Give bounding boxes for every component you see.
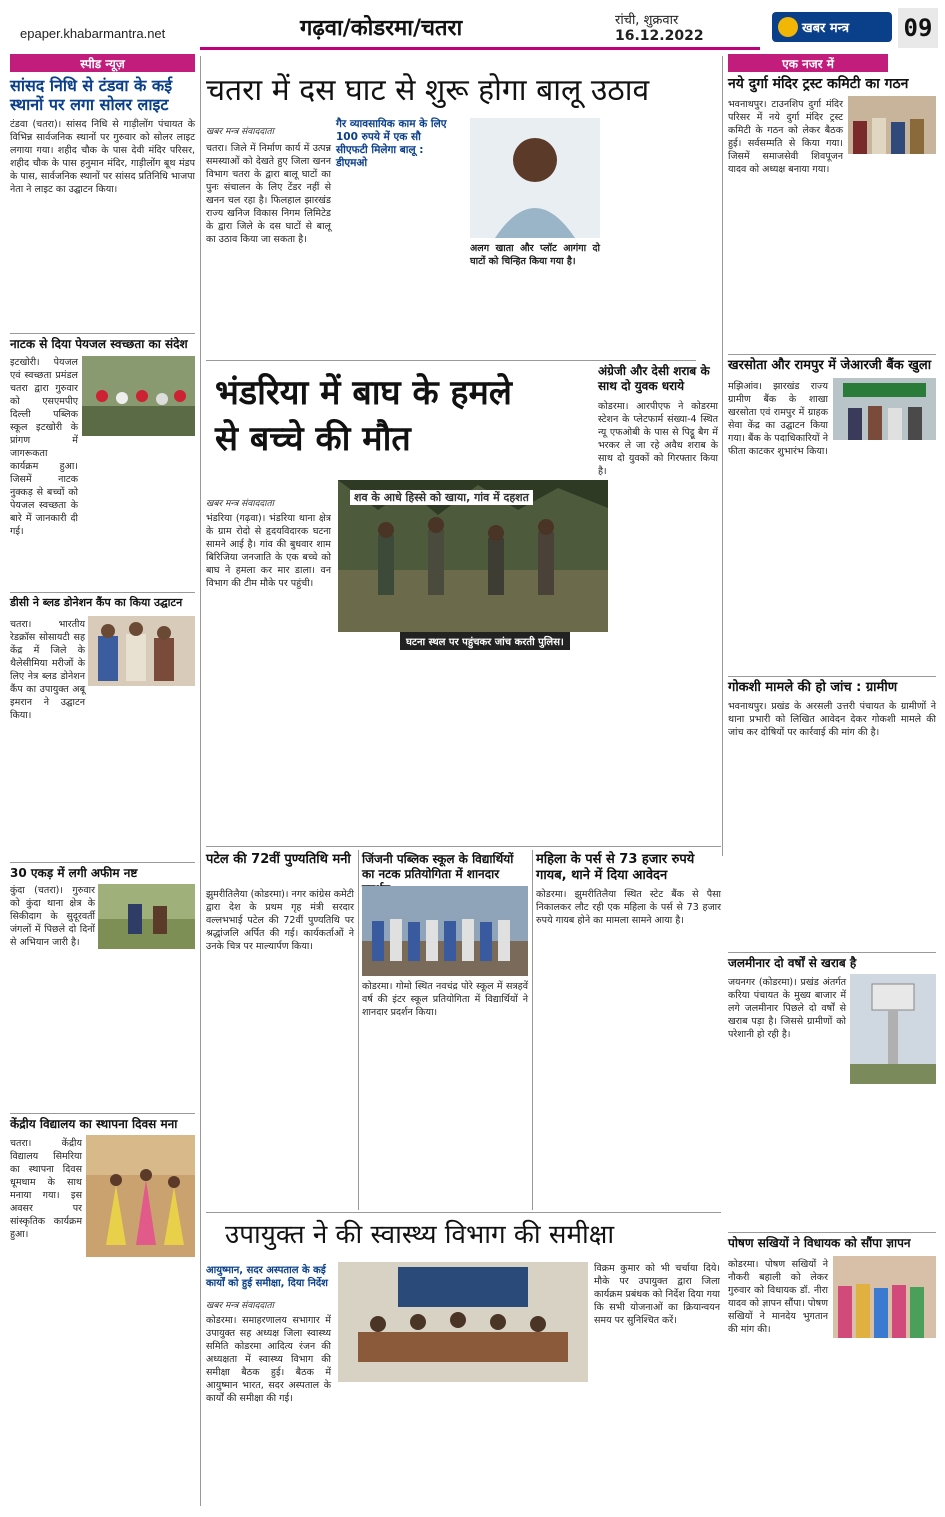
purse-theft-headline: महिला के पर्स से 73 हजार रुपये गायब, थाने में दिया आवेदन (536, 852, 695, 883)
tiger-subhead: शव के आधे हिस्से को खाया, गांव में दहशत (350, 490, 533, 505)
lead-body-col4 (606, 124, 716, 352)
gaon-story-2-body: मझिआंव। झारखंड राज्य ग्रामीण बैंक के शाखा खरसोता एवं रामपुर में ग्राहक सेवा केंद्र का उद्घाटन किया गया। बैंक के पदाधिकारियों ने फीता काटकर शुभारंभ किया। (728, 381, 828, 457)
logo: खबर मन्त्र (772, 12, 892, 42)
drama-photo-image (82, 356, 195, 436)
place: रांची, शुक्रवार (615, 13, 679, 28)
tiger-body-col3 (468, 652, 593, 842)
arrest-headline: अंग्रेजी और देसी शराब के साथ दो युवक धराये (598, 364, 710, 393)
left-story-5-body-cont (10, 1262, 195, 1502)
school-event-photo-image (86, 1135, 195, 1257)
divider (10, 862, 195, 863)
divider (206, 846, 721, 847)
divider (206, 360, 696, 361)
gaon-story-4-body-cont (728, 1070, 936, 1190)
speed-news-label: स्पीड न्यूज़ (10, 54, 195, 72)
patel-body: झुमरीतिलैया (कोडरमा)। नगर कांग्रेस कमेटी द्वारा देश के प्रथम गृह मंत्री सरदार वल्लभभाई पटेल की 72वीं पुण्यतिथि पर श्रद्धांजलि अर्पित की गई। कार्यकर्ताओं ने उनके चित्र पर माल्यार्पण किया। (206, 889, 354, 952)
opium-field-photo (98, 884, 195, 949)
gaon-story-1-body-cont (728, 162, 936, 350)
drama-photo (82, 356, 195, 436)
left-story-4-body: कुंदा (चतरा)। गुरुवार को कुंदा थाना क्षेत्र के सिकीदाग के सुदूरवर्ती जंगलों में पिछले दो दिनों से अभियान जारी है। (10, 885, 95, 948)
tiger-body-col1: भंडरिया (गढ़वा)। भंडरिया थाना क्षेत्र के ग्राम रोदो से हृदयविदारक घटना सामने आई है। गांव की बुधवार शाम बिरिजिया जनजाति के एक बच्चे को बाघ ने हमला कर मार डाला। वन विभाग की टीम मौके पर पहुंची। (206, 513, 331, 589)
lead-body-col1: चतरा। जिले में निर्माण कार्य में उत्पन्न समस्याओं को देखते हुए जिला खनन विभाग चतरा के द्वारा बालू घाटों का पुनः संचालन के लिए टेंडर नहीं से खनन चल रहा है। फिलहाल झारखंड राज्य खनिज विकास निगम लिमिटेड के द्वारा जिले के दस घाटों से बालू का उठाव किया जा सकता है। (206, 143, 331, 245)
review-body-col3 (468, 1388, 588, 1502)
school-drama-body: कोडरमा। गोमो स्थित नवचंद्र पोरे स्कूल में सत्रहवें वर्ष की इंटर स्कूल प्रतियोगिता में विद्यार्थियों ने शानदार प्रदर्शन किया। (362, 981, 528, 1018)
review-pull-quote: आयुष्मान, सदर अस्पताल के कई कार्यों को हुई समीक्षा, दिया निर्देश (206, 1265, 328, 1289)
left-story-2-body-cont (10, 440, 195, 590)
blood-camp-photo (88, 616, 195, 686)
masthead-band (200, 8, 760, 50)
review-body-col1: कोडरमा। समाहरणालय सभागार में उपायुक्त सह अध्यक्ष जिला स्वास्थ्य समिति कोडरमा आदित्य रंजन की अध्यक्षता में स्वास्थ्य विभाग की समीक्षा बैठक हुई। बैठक में आयुष्मान भारत, सदर अस्पताल के कार्यों की समीक्षा की गई। (206, 1315, 331, 1404)
tiger-byline: खबर मन्त्र संवाददाता (206, 499, 274, 509)
trust-meeting-photo-image (848, 96, 936, 154)
school-drama-photo (362, 886, 528, 976)
water-tower-photo-image (850, 974, 936, 1084)
logo-coin-icon (778, 17, 798, 37)
review-body-col2 (338, 1388, 463, 1502)
gaon-story-1-body: भवनाथपुर। टाउनशिप दुर्गा मंदिर परिसर में नये दुर्गा मंदिर ट्रस्ट कमिटी के गठन को लेकर बैठक हुई। सर्वसम्मति से किया गया। जिसमें समाजसेवी शिवपूजन यादव को अध्यक्ष बनाया गया। (728, 99, 843, 175)
left-story-4-headline: 30 एकड़ में लगी अफीम नष्ट (10, 866, 138, 880)
gaon-story-3-headline: गोकशी मामले की हो जांच : ग्रामीण (728, 680, 898, 695)
left-story-2-body: इटखोरी। पेयजल एवं स्वच्छता प्रमंडल चतरा द्वारा गुरुवार को एसएमपीए दिल्ली पब्लिक स्कूल इटखोरी के प्रांगण में जागरूकता कार्यक्रम हुआ। जिसमें नाटक नुक्कड़ से बच्चों को पेयजल स्वच्छता के बारे में जानकारी दी गई। (10, 357, 78, 537)
column-rule (358, 850, 359, 1210)
divider (10, 333, 195, 334)
page-number: 09 (898, 8, 938, 48)
opium-field-photo-image (98, 884, 195, 949)
divider (728, 1232, 936, 1233)
school-event-photo (86, 1135, 195, 1257)
trust-meeting-photo (848, 96, 936, 154)
gaon-story-5-body: कोडरमा। पोषण सखियों ने नौकरी बहाली को लेकर गुरुवार को विधायक डॉ. नीरा यादव को ज्ञापन सौंपा। पोषण सखियों ने मानदेय भुगतान की मांग की। (728, 1259, 828, 1335)
column-rule (722, 56, 723, 856)
review-byline: खबर मन्त्र संवाददाता (206, 1301, 274, 1311)
section-title: गढ़वा/कोडरमा/चतरा (300, 16, 463, 41)
gaon-story-1-headline: नये दुर्गा मंदिर ट्रस्ट कमिटी का गठन (728, 76, 909, 92)
review-meeting-photo-image (338, 1262, 588, 1382)
divider (10, 592, 195, 593)
column-rule (200, 56, 201, 1506)
site-url[interactable]: epaper.khabarmantra.net (20, 26, 166, 41)
arrest-body: कोडरमा। आरपीएफ ने कोडरमा स्टेशन के प्लेटफार्म संख्या-4 स्थित न्यू एफओबी के पास से पिट्ठू बैग में भरकर ले जा रहे अवैध शराब के साथ दो युवकों को गिरफ्तार किया है। (598, 401, 718, 477)
poshan-sakhi-photo-image (833, 1256, 936, 1338)
left-story-2-headline: नाटक से दिया पेयजल स्वच्छता का संदेश (10, 337, 188, 351)
divider (206, 1212, 721, 1213)
gaon-story-4-headline: जलमीनार दो वर्षों से खराब है (728, 956, 857, 970)
patel-headline: पटेल की 72वीं पुण्यतिथि मनी (206, 852, 351, 867)
gaon-story-2-headline: खरसोता और रामपुर में जेआरजी बैंक खुला (728, 358, 932, 373)
tiger-body-col2 (338, 652, 463, 842)
left-story-3-body-cont (10, 710, 195, 860)
divider (728, 952, 936, 953)
lead-byline: खबर मन्त्र संवाददाता (206, 127, 274, 137)
at-a-glance-label: एक नजर में (728, 54, 888, 72)
lead-body-col2 (336, 158, 456, 352)
left-story-1-body: टंडवा (चतरा)। सांसद निधि से गाड़ीलोंग पंचायत के विभिन्न सार्वजनिक स्थानों पर गुरुवार को सोलर लाइट लगाया गया। शहीद चौक के पास देवी मंदिर परिसर, शहीद चौक के पास हनुमान मंदिर, गाड़ीलोंग बूथ मंडप के पास, सार्वजनिक स्थानों पर सांसद प्रतिनिधि भाजपा नेता ने लाइट का उद्घाटन किया। (10, 119, 195, 195)
school-drama-headline: जिंजनी पब्लिक स्कूल के विद्यार्थियों का नटक प्रतियोगिता में शानदार (362, 852, 514, 881)
gaon-story-4-body: जयनगर (कोडरमा)। प्रखंड अंतर्गत करिया पंचायत के मुख्य बाजार में लगे जलमीनार पिछले दो वर्षों से खराब पड़ा है। जिससे ग्रामीणों को परेशानी हो रही है। (728, 977, 846, 1040)
school-drama-photo-image (362, 886, 528, 976)
dmo-photo (470, 118, 600, 238)
bank-photo (833, 378, 936, 440)
tiger-headline: भंडरिया में बाघ के हमले से बच्चे की मौत (215, 373, 512, 459)
dmo-photo-image (470, 118, 600, 238)
gaon-story-5-headline: पोषण सखियों ने विधायक को सौंपा ज्ञापन (728, 1236, 911, 1250)
divider (728, 676, 936, 677)
left-story-3-body: चतरा। भारतीय रेडक्रॉस सोसायटी सह केंद्र में जिले के थैलेसीमिया मरीजों के लिए नेत्र ब्लड डोनेशन कैंप का उपायुक्त अबू इमरान ने उद्घाटन किया। (10, 619, 85, 721)
review-headline: उपायुक्त ने की स्वास्थ्य विभाग की समीक्षा (225, 1220, 615, 1250)
tiger-photo-caption: घटना स्थल पर पहुंचकर जांच करती पुलिस। (400, 632, 570, 650)
review-body-col4: विक्रम कुमार को भी चर्चाया दिये। मौके पर उपायुक्त द्वारा जिला कार्यक्रम प्रबंधक को निर्देश दिया गया कि सभी योजनाओं का क्रियान्वयन समय पर सुनिश्चित करें। (594, 1263, 720, 1326)
lead-headline: चतरा में दस घाट से शुरू होगा बालू उठाव (206, 73, 650, 108)
water-tower-photo (850, 974, 936, 1084)
date: 16.12.2022 (615, 28, 704, 44)
column-rule (532, 850, 533, 1210)
left-story-4-body-cont (10, 955, 195, 1110)
purse-theft-body: कोडरमा। झुमरीतिलैया स्थित स्टेट बैंक से पैसा निकालकर लौट रही एक महिला के पर्स से 73 हजार रुपये गायब होने का मामला सामने आया है। (536, 889, 721, 926)
lead-pull-quote: गैर व्यावसायिक काम के लिए 100 रुपये में एक सौ सीएफटी मिलेगा बालू : डीएमओ (336, 118, 447, 169)
blood-camp-photo-image (88, 616, 195, 686)
divider (10, 1113, 195, 1114)
masthead (0, 0, 945, 52)
left-story-3-headline: डीसी ने ब्लड डोनेशन कैंप का किया उद्घाटन (10, 596, 183, 609)
gaon-story-5-body-cont (728, 1342, 936, 1502)
divider (728, 354, 936, 355)
left-story-5-headline: केंद्रीय विद्यालय का स्थापना दिवस मना (10, 1117, 178, 1131)
poshan-sakhi-photo (833, 1256, 936, 1338)
review-meeting-photo (338, 1262, 588, 1382)
gaon-story-2-body-cont (728, 444, 936, 672)
gaon-story-3-body: भवनाथपुर। प्रखंड के अरसली उत्तरी पंचायत के ग्रामीणों ने थाना प्रभारी को लिखित आवेदन देकर गोकशी मामले की जांच कर दोषियों पर कार्रवाई की मांग की है। (728, 701, 936, 738)
left-story-5-body: चतरा। केंद्रीय विद्यालय सिमरिया का स्थापना दिवस धूमधाम के साथ मनाया गया। इस अवसर पर सांस्कृतिक कार्यक्रम हुआ। (10, 1138, 82, 1240)
lead-photo-caption: अलग खाता और प्लॉट आगंगा दो घाटों को चिन्हित किया गया है। (470, 243, 600, 267)
left-story-1-headline: सांसद निधि से टंडवा के कई स्थानों पर लगा सोलर लाइट (10, 76, 173, 114)
bank-photo-image (833, 378, 936, 440)
